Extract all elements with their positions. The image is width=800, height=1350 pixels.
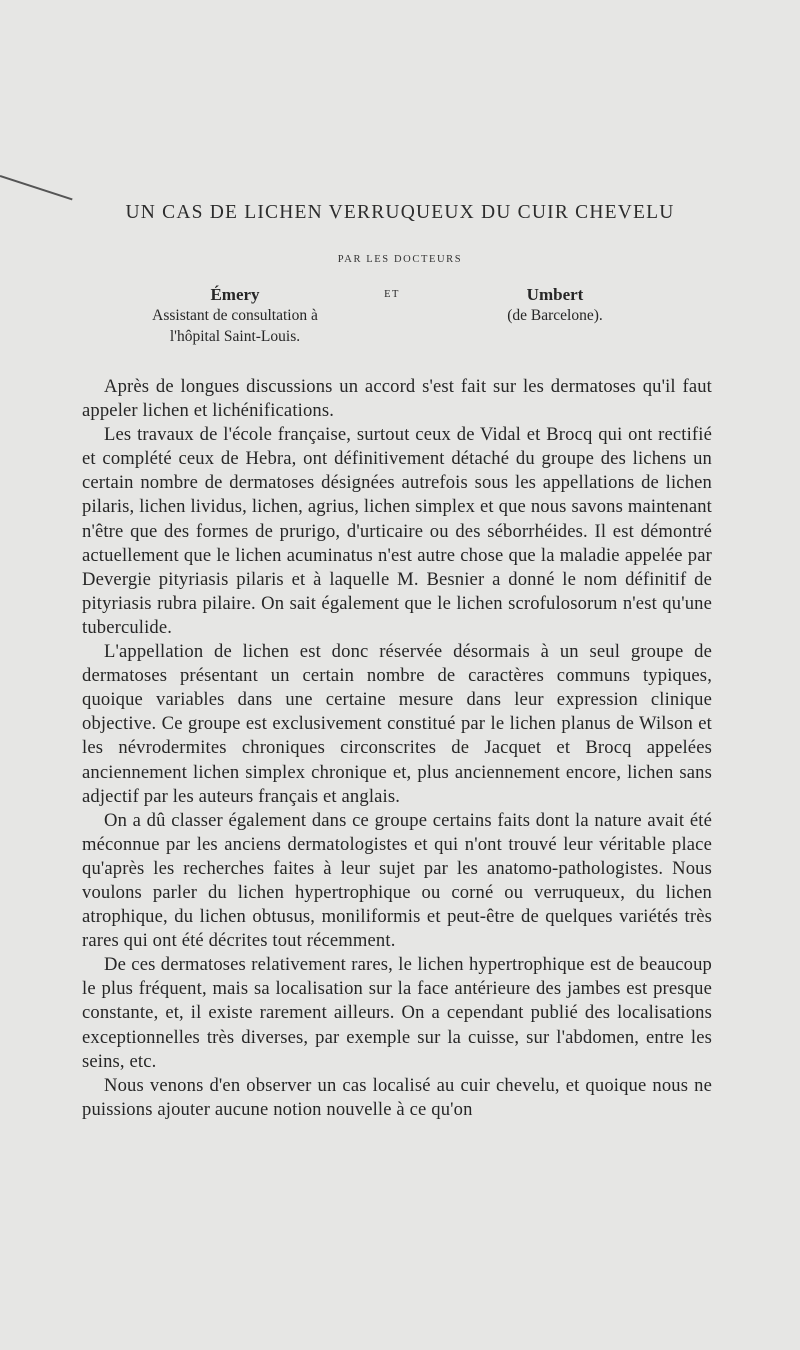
author-affiliation: l'hôpital Saint-Louis. bbox=[169, 328, 301, 345]
article-title: UN CAS DE LICHEN VERRUQUEUX DU CUIR CHEVELU bbox=[125, 202, 675, 223]
paragraph: L'appellation de lichen est donc réservée désormais à un seul groupe de dermatoses présentant un certain nombre de caractères communs typiques, quoique variables dans une certaine mesure dans leur expression clinique objective. Ce groupe est exclusivement constitué par le lichen planus de Wilson et les névrodermites chroniques circonscrites de Jacquet et Brocq appelées anciennement lichen simplex chronique et, plus anciennement encore, lichen sans adjectif par les auteurs français et anglais. bbox=[82, 641, 712, 807]
author-name: Émery bbox=[210, 285, 260, 304]
author-emery bbox=[110, 284, 360, 347]
author-umbert bbox=[470, 284, 640, 326]
author-affiliation: (de Barcelone). bbox=[507, 307, 603, 324]
margin-pen-stroke bbox=[0, 175, 73, 200]
author-conjunction: ET bbox=[384, 289, 400, 300]
article-body bbox=[82, 375, 712, 1122]
author-affiliation: Assistant de consultation à bbox=[152, 307, 318, 324]
paragraph: On a dû classer également dans ce groupe certains faits dont la nature avait été méconnue par les anciens dermatologistes et qui n'ont trouvé leur véritable place qu'après les recherches faites à leur sujet par les anatomo-pathologistes. Nous voulons parler du lichen hypertrophique ou corné ou verruqueux, du lichen atrophique, du lichen obtusus, moniliformis et peut-être de quelques variétés très rares qui ont été décrites tout récemment. bbox=[82, 809, 712, 952]
paragraph: Nous venons d'en observer un cas localisé au cuir chevelu, et quoique nous ne puissions ajouter aucune notion nouvelle à ce qu'on bbox=[82, 1074, 712, 1120]
paragraph: Après de longues discussions un accord s'est fait sur les dermatoses qu'il faut appeler lichen et lichénifications. bbox=[82, 376, 712, 422]
paragraph: De ces dermatoses relativement rares, le lichen hypertrophique est de beaucoup le plus fréquent, mais sa localisation sur la face antérieure des jambes est presque constante, et, il existe rarement ailleurs. On a cependant publié des localisations exceptionnelles très diverses, par exemple sur la cuisse, sur l'abdomen, entre les seins, etc. bbox=[82, 954, 712, 1072]
byline: PAR LES DOCTEURS bbox=[337, 254, 463, 265]
paragraph: Les travaux de l'école française, surtout ceux de Vidal et Brocq qui ont rectifié et complété ceux de Hebra, ont définitivement détaché du groupe des lichens un certain nombre de dermatoses désignées autrefois sous les appellations de lichen pilaris, lichen lividus, lichen, agrius, lichen simplex et que nous savons maintenant n'être que des formes de prurigo, d'urticaire ou des séborrhéides. Il est démontré actuellement que le lichen acuminatus n'est autre chose que la maladie appelée par Devergie pityriasis pilaris et à laquelle M. Besnier a donné le nom définitif de pityriasis rubra pilaire. On sait également que le lichen scrofulosorum n'est qu'une tuberculide. bbox=[82, 424, 712, 638]
author-name: Umbert bbox=[526, 285, 584, 304]
